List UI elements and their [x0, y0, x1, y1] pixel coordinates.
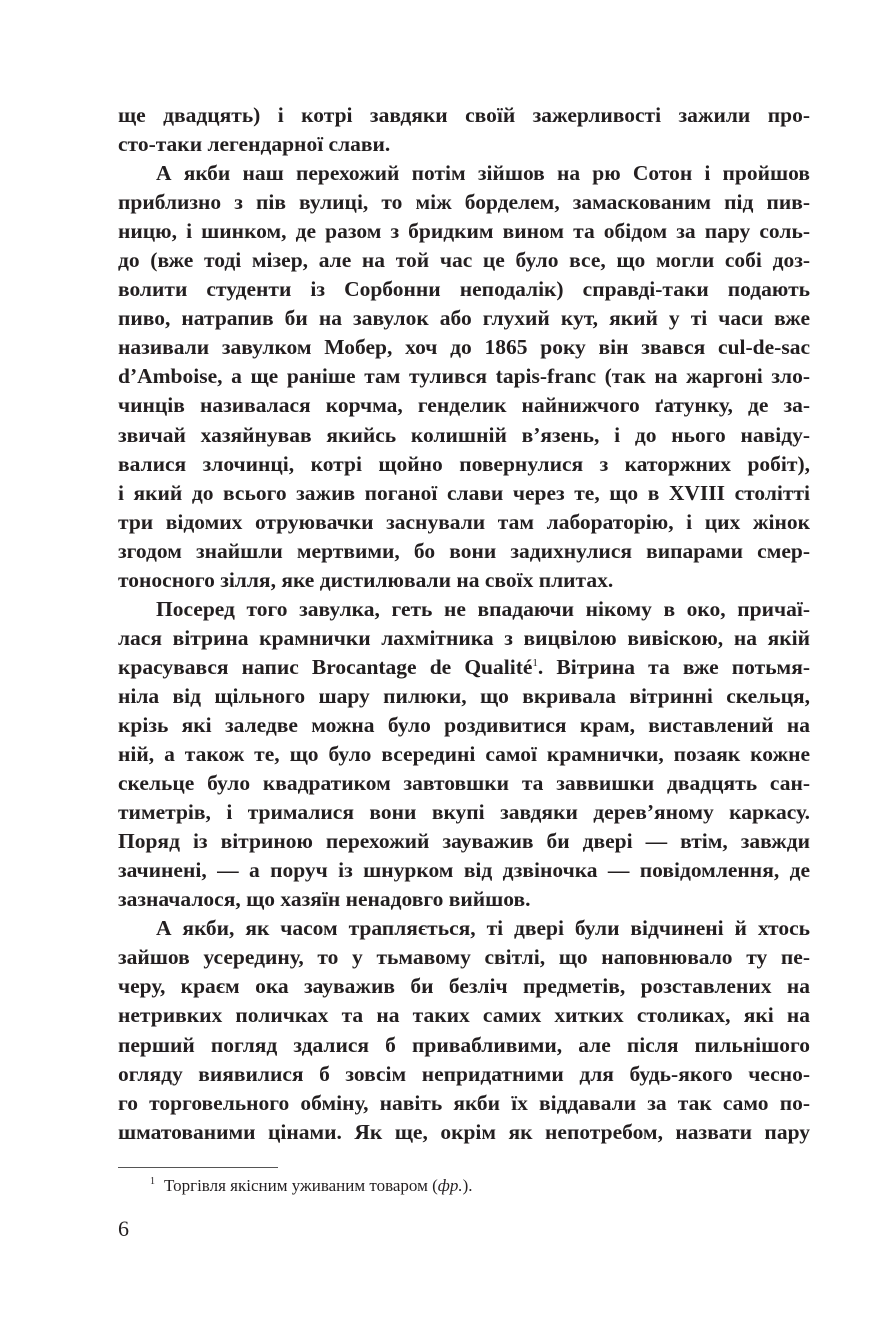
text-line: [118, 421, 810, 450]
text-line-content: тиметрів, і трималися вони вкупі завдяки дерев’яному каркасу.: [118, 800, 810, 825]
footnote-text: Торгівля якісним уживаним товаром (: [164, 1176, 438, 1195]
text-line-content: красувався напис Brocantage de Qualité: [118, 654, 533, 679]
text-line: [118, 1089, 810, 1118]
text-line: [118, 479, 810, 508]
text-line-continuation: . Вітрина та вже потьмя-: [537, 654, 810, 679]
text-line-content: шматованими цінами. Як ще, окрім як непотребом, назвати пару: [118, 1119, 810, 1144]
text-line: [118, 1031, 810, 1060]
text-line-content: перший погляд здалися б привабливими, але після пильнішого: [118, 1032, 810, 1057]
body-text: [118, 101, 810, 1147]
text-line: [118, 943, 810, 972]
text-line-content: і який до всього зажив поганої слави через те, що в XVIII столітті: [118, 480, 810, 505]
footnote: [150, 1176, 473, 1196]
footnote-italic: фр.: [437, 1176, 463, 1195]
text-line: [118, 246, 810, 275]
text-line-content: ній, а також те, що було всередині самої крамнички, позаяк кожне: [118, 742, 810, 767]
text-line: [118, 624, 810, 653]
text-line-content: Посеред того завулка, геть не впадаючи нікому в око, причаї-: [156, 596, 810, 621]
text-line-content: зазначалося, що хазяїн ненадовго вийшов.: [118, 887, 531, 912]
text-line-content: називали завулком Мобер, хоч до 1865 року він звався cul-de-sac: [118, 335, 810, 360]
footnote-text-end: ).: [462, 1176, 473, 1195]
text-line: [118, 1060, 810, 1089]
text-line-content: нетривких поличках та на таких самих хитких столиках, які на: [118, 1003, 810, 1028]
text-line-content: скельце було квадратиком завтовшки та заввишки двадцять сан-: [118, 771, 810, 796]
text-line-content: крізь які заледве можна було роздивитися крам, виставлений на: [118, 712, 810, 737]
text-line-content: пиво, натрапив би на завулок або глухий кут, який у ті часи вже: [118, 306, 810, 331]
text-line: [118, 101, 810, 130]
text-line-content: приблизно з пів вулиці, то між борделем, замаскованим під пив-: [118, 190, 810, 215]
text-line: [118, 566, 810, 595]
text-line-content: до (вже тоді мізер, але на той час це було все, що могли собі доз-: [118, 248, 810, 273]
page-number: 6: [118, 1216, 129, 1241]
text-line: [118, 885, 810, 914]
text-line-content: d’Amboise, а ще раніше там тулився tapis-franc (так на жаргоні зло-: [118, 364, 810, 389]
text-line: [118, 856, 810, 885]
text-line: [118, 827, 810, 856]
text-line: [118, 769, 810, 798]
text-line-content: лася вітрина крамнички лахмітника з вицвілою вивіскою, на якій: [118, 625, 810, 650]
text-line: [118, 914, 810, 943]
text-line-content: А якби, як часом трапляється, ті двері були відчинені й хтось: [156, 916, 810, 941]
text-line-content: Поряд із вітриною перехожий зауважив би двері — втім, завжди: [118, 829, 810, 854]
text-line-content: ніла від щільного шару пилюки, що вкривала вітринні скельця,: [118, 683, 810, 708]
text-line: [118, 682, 810, 711]
text-line: [118, 362, 810, 391]
text-line-content: згодом знайшли мертвими, бо вони задихнулися випарами смер-: [118, 538, 810, 563]
text-line-content: зайшов усередину, то у тьмавому світлі, що наповнювало ту пе-: [118, 945, 810, 970]
text-line: [118, 798, 810, 827]
text-line-content: ницю, і шинком, де разом з бридким вином та обідом за пару соль-: [118, 219, 810, 244]
text-line-content: огляду виявилися б зовсім непридатними для будь-якого чесно-: [118, 1061, 810, 1086]
text-line-content: волити студенти із Сорбонни неподалік) справді-таки подають: [118, 277, 810, 302]
text-line-content: зачинені, — а поруч із шнурком від дзвіночка — повідомлення, де: [118, 858, 810, 883]
text-line-content: чинців називалася корчма, генделик найнижчого ґатунку, де за-: [118, 393, 810, 418]
footnote-reference[interactable]: 1: [532, 656, 538, 669]
text-line-content: звичай хазяйнував якийсь колишній в’язень, і до нього навіду-: [118, 422, 810, 447]
text-line-content: черу, краєм ока зауважив би безліч предметів, розставлених на: [118, 974, 810, 999]
text-line: [118, 130, 810, 159]
text-line: [118, 595, 810, 624]
text-line-content: валися злочинці, котрі щойно повернулися з каторжних робіт),: [118, 451, 810, 476]
text-line-content: сто-таки легендарної слави.: [118, 132, 391, 157]
text-line: [118, 508, 810, 537]
text-line: [118, 217, 810, 246]
text-line: [118, 275, 810, 304]
text-line: [118, 1001, 810, 1030]
footnote-mark: 1: [150, 1176, 155, 1188]
footnote-divider: [118, 1167, 278, 1168]
text-line: [118, 304, 810, 333]
text-line-content: го торговельного обміну, навіть якби їх віддавали за так само по-: [118, 1090, 810, 1115]
text-line-content: тоносного зілля, яке дистилювали на своїх плитах.: [118, 567, 614, 592]
text-line: [118, 537, 810, 566]
text-line: [118, 972, 810, 1001]
text-line-content: три відомих отруювачки заснували там лабораторію, і цих жінок: [118, 509, 810, 534]
text-line: [118, 159, 810, 188]
text-line: [118, 450, 810, 479]
text-line: [118, 1118, 810, 1147]
text-line: [118, 188, 810, 217]
text-line: [118, 740, 810, 769]
text-line: [118, 711, 810, 740]
text-line: [118, 333, 810, 362]
text-line-content: А якби наш перехожий потім зійшов на рю Сотон і пройшов: [156, 161, 810, 186]
text-line: [118, 653, 810, 682]
text-line-content: ще двадцять) і котрі завдяки своїй зажерливості зажили про-: [118, 103, 810, 127]
text-line: [118, 391, 810, 420]
